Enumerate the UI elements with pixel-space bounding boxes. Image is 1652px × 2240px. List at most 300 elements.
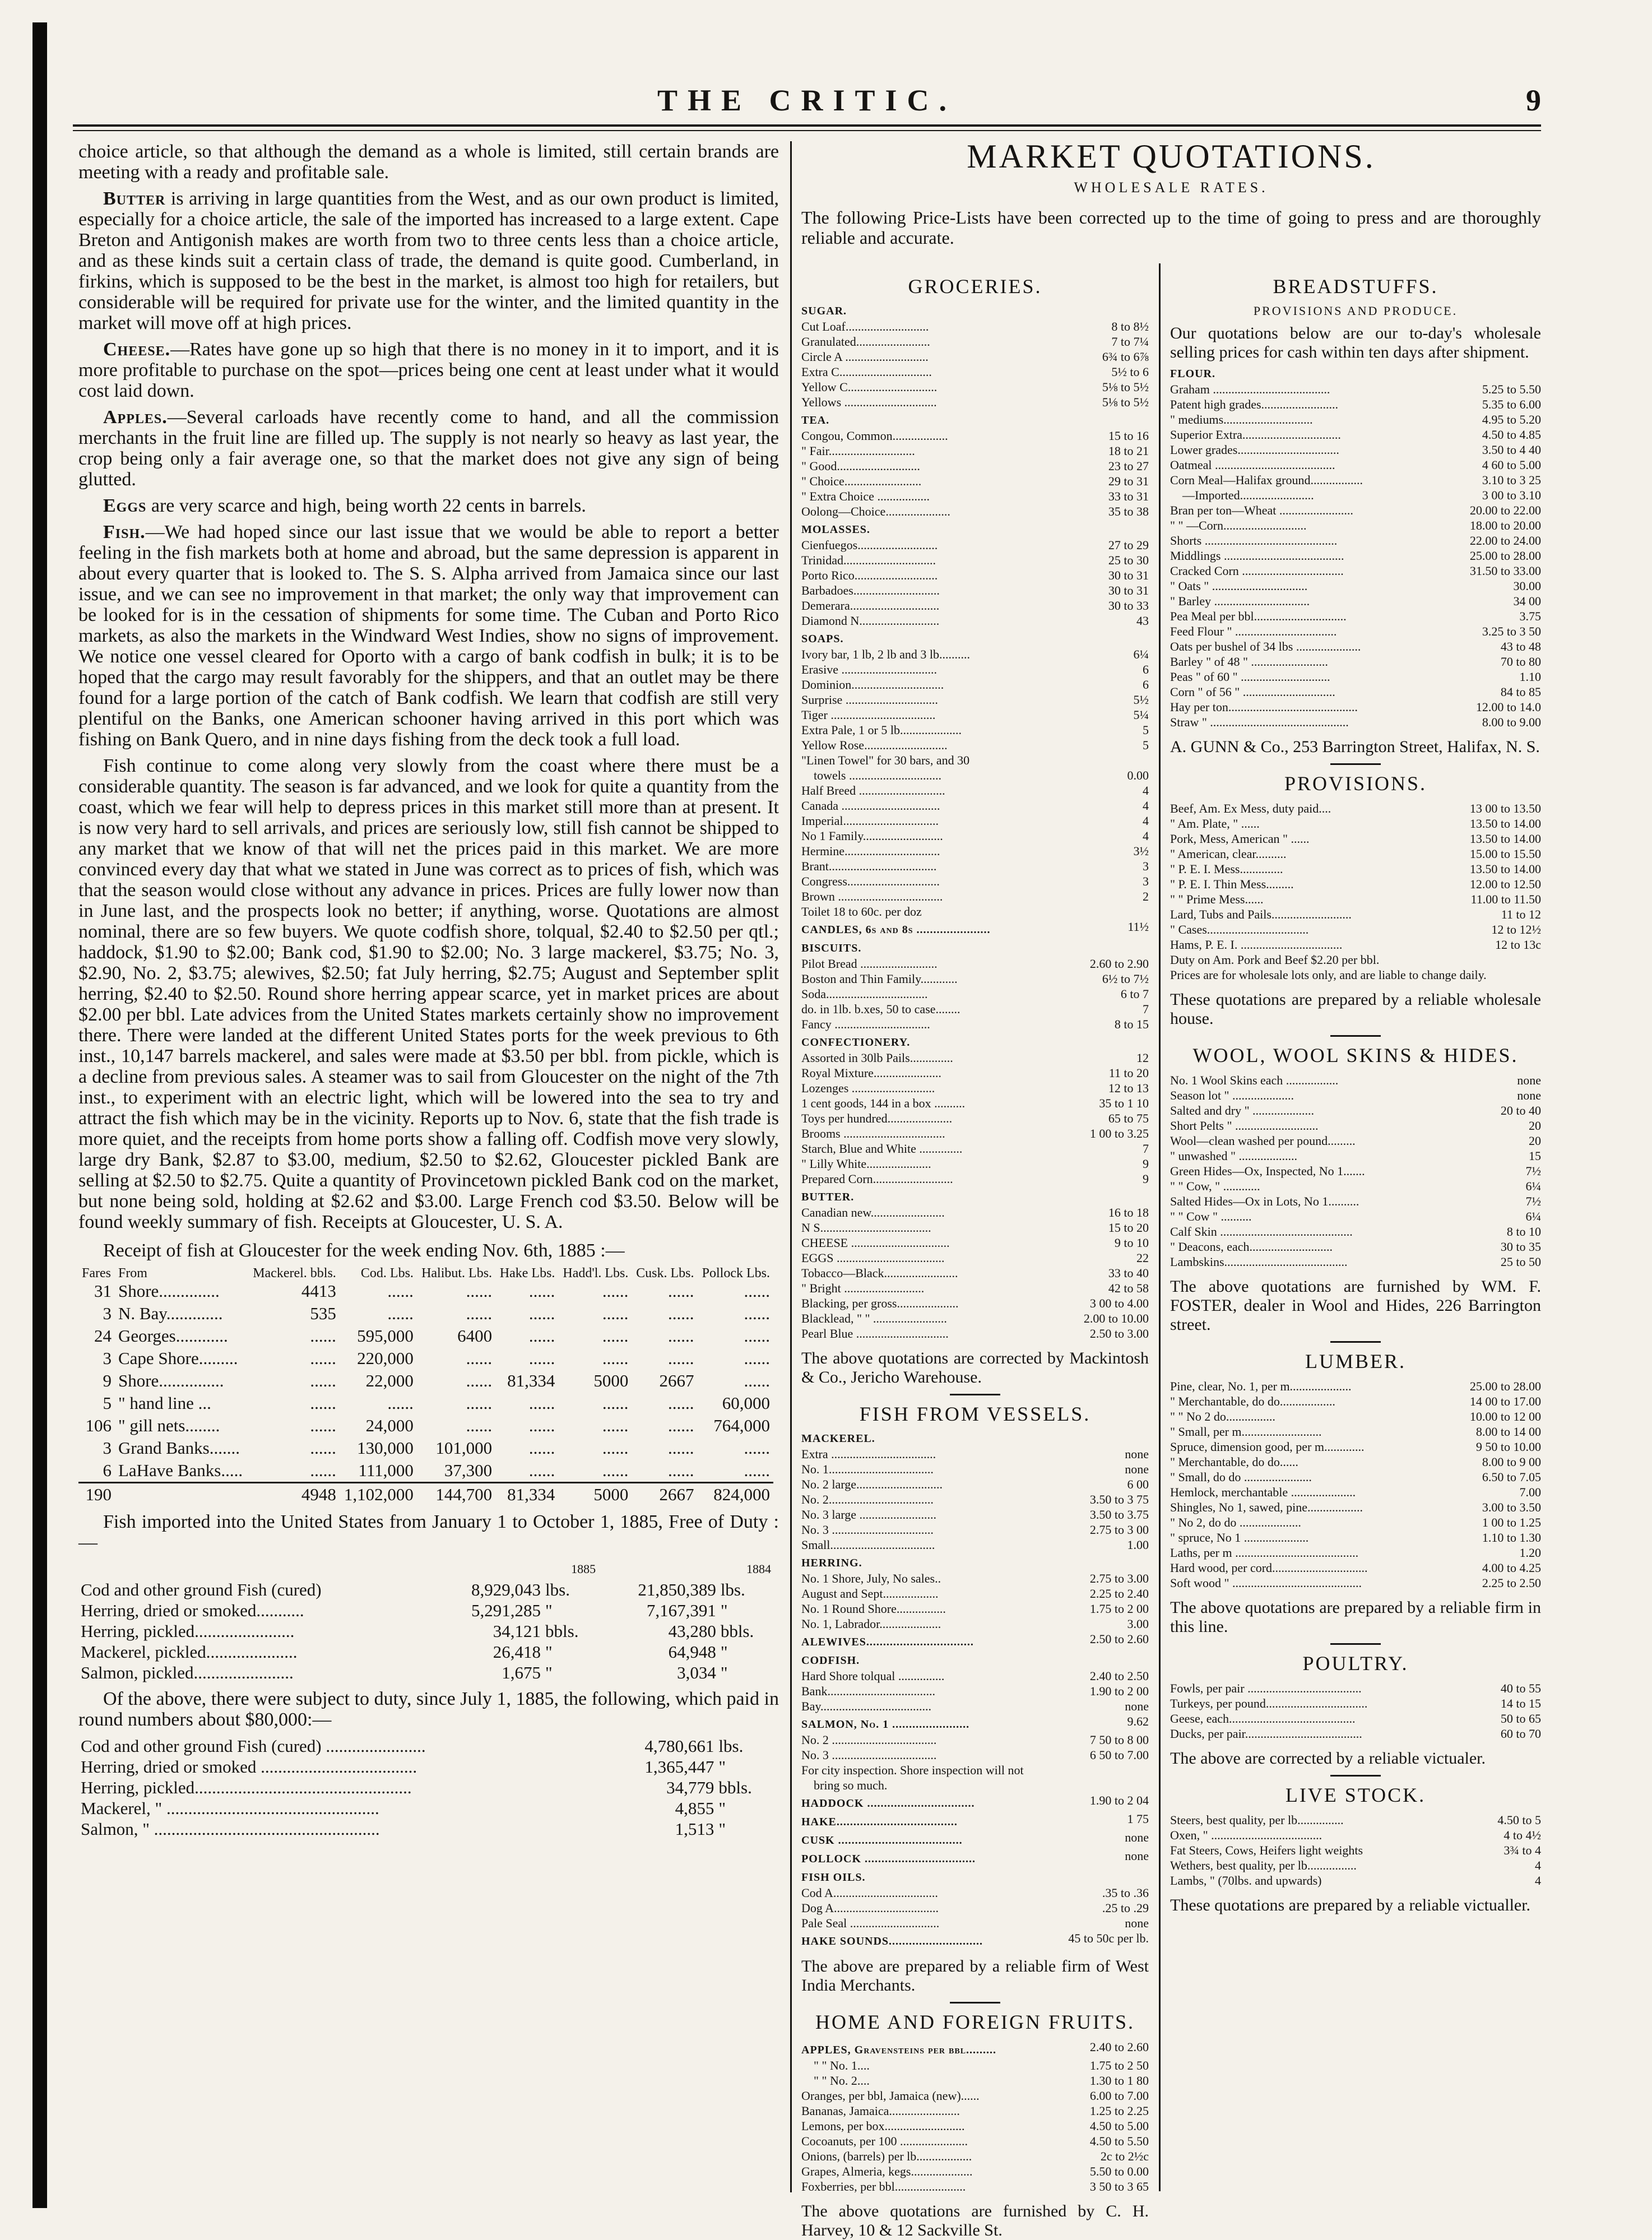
quote-row	[801, 1001, 1149, 1017]
subject-row	[78, 1756, 773, 1777]
quote-price: 30 to 31	[1108, 583, 1149, 597]
quote-price: 14 00 to 17.00	[1469, 1394, 1541, 1408]
quote-price: 4	[1143, 799, 1149, 813]
quote-item: Patent high grades.........................	[1170, 397, 1339, 411]
receipt-cell: 9	[103, 1371, 112, 1390]
quote-price: 3.50 to 4 40	[1482, 443, 1541, 457]
quote-item: SALMON, No. 1 .......................	[801, 1718, 970, 1731]
receipt-total-cell: 190	[85, 1485, 112, 1504]
quote-price: 5.50 to 0.00	[1089, 2164, 1149, 2178]
receipt-cell: ......	[466, 1304, 493, 1323]
quote-item: Lemons, per box..........................	[801, 2119, 965, 2133]
receipt-cell: " gill nets........	[118, 1416, 220, 1435]
quote-item: Straw " .............................................	[1170, 715, 1349, 729]
quote-row	[1170, 533, 1541, 548]
section-rule	[1330, 1643, 1381, 1645]
quote-item: Barley " of 48 " .........................	[1170, 655, 1328, 669]
section-rule	[1330, 763, 1381, 765]
quote-price: 2.25 to 2.50	[1482, 1576, 1541, 1590]
quote-row	[801, 443, 1149, 458]
quote-price: 60 to 70	[1500, 1727, 1541, 1741]
quote-row	[801, 1631, 1149, 1650]
receipt-cell: LaHave Banks.....	[118, 1460, 243, 1480]
imported-cell: Herring, dried or smoked...........	[81, 1600, 304, 1620]
quote-row	[1170, 1843, 1541, 1858]
receipt-cell: ......	[466, 1281, 493, 1301]
masthead-title: THE CRITIC.	[657, 84, 957, 117]
quote-price: 15	[1529, 1149, 1541, 1163]
quote-price: 9 to 10	[1114, 1236, 1149, 1250]
receipt-cell: ......	[668, 1348, 694, 1368]
receipt-total-cell: 824,000	[713, 1485, 770, 1504]
subject-cell: "	[718, 1819, 726, 1839]
receipt-cell: 535	[310, 1304, 336, 1323]
quote-price: 4 60 to 5.00	[1482, 458, 1541, 472]
receipt-cell: ......	[744, 1348, 770, 1368]
receipt-cell: 764,000	[713, 1416, 770, 1435]
receipt-row	[78, 1437, 773, 1459]
receipt-header-cell: From	[118, 1266, 147, 1281]
quote-row	[801, 1931, 1149, 1949]
quote-row	[801, 1096, 1149, 1111]
quote-item: " Barley ...............................	[1170, 594, 1310, 608]
quote-row	[1170, 624, 1541, 639]
receipt-cell: ......	[602, 1348, 629, 1368]
quote-item: " mediums.............................	[1170, 412, 1313, 426]
breadstuffs-list	[1170, 367, 1541, 730]
quote-price: 7	[1143, 1002, 1149, 1016]
receipt-cell: ......	[310, 1371, 336, 1390]
receipt-cell: ......	[744, 1371, 770, 1390]
quote-item: Graham ......................................	[1170, 382, 1330, 396]
quote-row	[1170, 639, 1541, 654]
receipt-cell: Georges............	[118, 1326, 228, 1346]
receipt-header-cell: Fares	[82, 1266, 111, 1281]
quote-row	[801, 349, 1149, 364]
quote-price: 3.25 to 3 50	[1482, 624, 1541, 638]
provisions-note: These quotations are prepared by a reliable wholesale house.	[1170, 990, 1541, 1028]
quote-price: 3.00 to 3.50	[1482, 1500, 1541, 1514]
quote-price: 25 to 50	[1500, 1255, 1541, 1269]
receipt-row	[78, 1415, 773, 1437]
receipt-cell: ......	[528, 1393, 555, 1413]
quote-row	[1170, 1133, 1541, 1148]
quote-row	[1170, 715, 1541, 730]
quote-price: 8 to 8½	[1111, 319, 1149, 333]
quote-item: No. 3 large .........................	[801, 1508, 936, 1522]
fish-text: —We had hoped since our last issue that we would be able to report a better feeling in the fish markets both at home and abroad, but the same depression is apparent in about every quarter that is looked to. The S. S. Alpha arrived from Jamaica since our last issue, and we can see no improvement in that market; the only way that improvement can be looked for is in the cessation of shipments for some time. The Cuban and Porto Rico markets, as also the markets in the Windward West Indies, show no signs of improvement. We notice one vessel cleared for Oporto with a cargo of bank codfish in bulk; it is to be hoped that the cargo may result favorably for the shippers, and that an outlet may be there found for a large portion of the catch of Bank codfish. We learn that codfish are still very plentiful on the Banks, one American schooner having arrived in this port which was fishing on Bank Quero, and in nine days fishing from the deck took a full load.	[78, 522, 779, 750]
quote-price: 27 to 29	[1108, 538, 1149, 552]
receipt-row	[78, 1280, 773, 1302]
receipt-total-cell: 81,334	[507, 1485, 555, 1504]
quote-price: 8.00 to 14 00	[1475, 1425, 1541, 1439]
receipt-cell: ......	[602, 1281, 629, 1301]
quote-price: 2.50 to 3.00	[1089, 1327, 1149, 1341]
quote-row	[801, 1311, 1149, 1326]
quote-row	[1170, 654, 1541, 669]
quote-price: 15.00 to 15.50	[1469, 847, 1541, 861]
imported-cell: 64,948	[668, 1641, 716, 1662]
quote-row	[1170, 861, 1541, 876]
cheese-heading: Cheese.	[103, 339, 171, 360]
quote-item: " Small, per m..........................	[1170, 1425, 1322, 1439]
quote-item: Bananas, Jamaica.......................	[801, 2104, 960, 2118]
quote-price: 12.00 to 12.50	[1469, 877, 1541, 891]
quote-row	[801, 956, 1149, 971]
quote-item: Bran per ton—Wheat ........................	[1170, 503, 1353, 517]
quote-row	[801, 1684, 1149, 1699]
quote-item: " Good...........................	[801, 459, 920, 473]
quote-row	[801, 768, 1149, 783]
imported-row	[78, 1621, 773, 1641]
imported-cell: "	[720, 1641, 728, 1662]
receipt-cell: " hand line ...	[118, 1393, 211, 1413]
quote-price: 84 to 85	[1500, 685, 1541, 699]
imported-cell: "	[720, 1600, 728, 1620]
receipt-cell: Shore...............	[118, 1371, 224, 1390]
quote-price: 3¾ to 4	[1503, 1843, 1541, 1857]
quote-item: Boston and Thin Family............	[801, 972, 958, 986]
imported-cell: lbs.	[545, 1579, 570, 1599]
quote-row	[801, 1830, 1149, 1848]
quote-item: August and Sept..................	[801, 1587, 939, 1601]
receipt-cell: ......	[528, 1326, 555, 1346]
quote-price: 4	[1143, 783, 1149, 797]
quote-item: Ivory bar, 1 lb, 2 lb and 3 lb..........	[801, 647, 970, 661]
quote-price: 2.60 to 2.90	[1089, 957, 1149, 971]
quote-price: 9	[1143, 1157, 1149, 1171]
receipt-row	[78, 1459, 773, 1483]
quote-row	[801, 379, 1149, 395]
quote-item: Congou, Common..................	[801, 429, 948, 443]
quote-price: 2.75 to 3.00	[1089, 1571, 1149, 1585]
quote-price: 3 00 to 3.10	[1482, 488, 1541, 502]
quote-price: 1.00	[1127, 1538, 1149, 1552]
quote-row	[801, 1156, 1149, 1171]
quote-price: 50 to 65	[1500, 1712, 1541, 1726]
quote-price: 8 to 15	[1114, 1017, 1149, 1031]
receipt-total-row	[78, 1483, 773, 1506]
quote-row	[801, 1296, 1149, 1311]
quote-item: —Imported........................	[1182, 488, 1314, 502]
subject-cell: "	[718, 1756, 726, 1777]
quote-row	[1170, 609, 1541, 624]
masthead-rule-thin	[73, 130, 1541, 131]
quote-row	[801, 598, 1149, 613]
quote-price: none	[1125, 1447, 1149, 1461]
quote-price: 2.50 to 2.60	[1089, 1632, 1149, 1646]
quote-price	[1144, 753, 1149, 768]
quote-row	[1170, 548, 1541, 563]
quote-row	[1170, 1454, 1541, 1469]
quote-category: HERRING.	[801, 1557, 862, 1569]
quote-row	[1170, 457, 1541, 472]
quote-item: No. 2 large............................	[801, 1477, 943, 1491]
quote-price: 3.00	[1127, 1617, 1149, 1631]
quote-item: Middlings .......................................	[1170, 549, 1344, 563]
quote-item: " Bright ..........................	[801, 1281, 925, 1295]
quote-price: 4	[1143, 829, 1149, 843]
quote-row	[801, 1235, 1149, 1250]
receipt-row	[78, 1392, 773, 1415]
quote-item: APPLES, Gravensteins per bbl.........	[801, 2044, 997, 2056]
quote-item: Hemlock, merchantable .....................	[1170, 1485, 1356, 1499]
imported-cell: Herring, pickled.......................	[81, 1621, 295, 1641]
subject-row	[78, 1798, 773, 1819]
quote-row	[1170, 1088, 1541, 1103]
quote-item: Yellows ..............................	[801, 395, 937, 409]
livestock-list	[1170, 1812, 1541, 1888]
quote-price: 6½ to 7½	[1102, 972, 1149, 986]
quote-price: 2	[1143, 889, 1149, 903]
quote-row	[801, 1492, 1149, 1507]
quote-price: 11 to 12	[1501, 907, 1541, 921]
quote-price: 6 50 to 7.00	[1089, 1748, 1149, 1762]
quote-price: 15 to 16	[1108, 429, 1149, 443]
quote-row	[801, 2164, 1149, 2179]
quote-row	[801, 722, 1149, 738]
quote-item: For city inspection. Shore inspection will not	[801, 1763, 1024, 1777]
quote-row	[801, 1017, 1149, 1032]
quote-item: Pilot Bread .........................	[801, 957, 938, 971]
quote-item: Cracked Corn .................................	[1170, 564, 1344, 578]
poultry-list	[1170, 1681, 1541, 1741]
quote-price: 4.50 to 4.85	[1482, 428, 1541, 442]
quote-item: No 1 Family..........................	[801, 829, 943, 843]
quote-price: 6¼	[1525, 1179, 1541, 1193]
quote-price: 6¼	[1525, 1209, 1541, 1223]
quote-price: 1.75 to 2 00	[1089, 1602, 1149, 1616]
quote-row	[801, 1811, 1149, 1830]
quote-row	[1170, 1711, 1541, 1726]
quote-price: 5½	[1133, 693, 1149, 707]
market-column-rule	[1159, 263, 1161, 2191]
quote-item: " Deacons, each...........................	[1170, 1240, 1333, 1254]
lumber-list	[1170, 1379, 1541, 1590]
quote-price: 3 50 to 3 65	[1089, 2179, 1149, 2193]
quote-row	[1170, 1560, 1541, 1575]
receipt-header-cell: Cusk. Lbs.	[636, 1266, 694, 1281]
quote-price: 4	[1535, 1858, 1541, 1872]
quote-item: Prices are for wholesale lots only, and are liable to change daily.	[1170, 968, 1487, 982]
quote-row	[801, 2039, 1149, 2058]
quote-row	[801, 364, 1149, 379]
quote-price: 42 to 58	[1108, 1281, 1149, 1295]
quote-row	[801, 613, 1149, 628]
quote-price: 2.00 to 10.00	[1083, 1311, 1149, 1325]
section-rule	[1330, 1341, 1381, 1343]
groceries-list	[801, 304, 1149, 1341]
fruits-title: HOME AND FOREIGN FRUITS.	[815, 2011, 1135, 2033]
quote-item: Bay....................................	[801, 1699, 932, 1713]
quote-price: 2.75 to 3 00	[1089, 1523, 1149, 1537]
quote-row	[1170, 1439, 1541, 1454]
receipt-cell: ......	[466, 1416, 493, 1435]
quote-item: No. 1, Labrador....................	[801, 1617, 941, 1631]
groceries-title: GROCERIES.	[908, 275, 1042, 298]
receipt-cell: ......	[528, 1460, 555, 1480]
lumber-note: The above quotations are prepared by a reliable firm in this line.	[1170, 1598, 1541, 1636]
quote-row	[1170, 1409, 1541, 1424]
quote-row	[801, 1763, 1149, 1778]
quote-row	[801, 919, 1149, 938]
quote-item: Soft wood " ..........................................	[1170, 1576, 1362, 1590]
eggs-heading: Eggs	[103, 495, 147, 516]
quote-price: 3	[1143, 859, 1149, 873]
quote-row	[801, 1714, 1149, 1732]
receipt-cell: ......	[310, 1438, 336, 1458]
receipt-cell: ......	[744, 1460, 770, 1480]
receipt-cell: ......	[602, 1326, 629, 1346]
quote-item: " Lilly White.....................	[801, 1157, 931, 1171]
quote-item: Wool—clean washed per pound.........	[1170, 1134, 1356, 1148]
quote-item: Geese, each.........................................	[1170, 1712, 1356, 1726]
quote-price: 14 to 15	[1500, 1696, 1541, 1710]
quote-row	[1170, 876, 1541, 892]
quote-price: 20	[1529, 1119, 1541, 1133]
quote-price: 13.50 to 14.00	[1469, 817, 1541, 831]
quote-row	[801, 1732, 1149, 1747]
quote-item: Oatmeal .......................................	[1170, 458, 1335, 472]
quote-price: 2.40 to 2.50	[1089, 1669, 1149, 1683]
quote-price: none	[1517, 1073, 1541, 1087]
quote-item: Fat Steers, Cows, Heifers light weights	[1170, 1843, 1363, 1857]
quote-row	[801, 1126, 1149, 1141]
subject-cell: Cod and other ground Fish (cured) .......................	[81, 1736, 426, 1756]
receipt-row	[78, 1347, 773, 1370]
section-rule	[950, 1394, 1000, 1395]
quote-row	[801, 647, 1149, 662]
receipt-cell: 60,000	[722, 1393, 770, 1413]
quote-item: Shingles, No 1, sawed, pine..................	[1170, 1500, 1363, 1514]
quote-row	[1170, 503, 1541, 518]
imported-cell: 8,929,043	[471, 1579, 541, 1599]
quote-item: Lower grades.................................	[1170, 443, 1339, 457]
quote-item: Fancy ...............................	[801, 1017, 930, 1031]
quote-item: " Extra Choice .................	[801, 489, 930, 503]
quote-price: 18.00 to 20.00	[1469, 518, 1541, 532]
subject-cell: Salmon, " ....................................................	[81, 1819, 380, 1839]
quote-price: 8 to 10	[1506, 1225, 1541, 1239]
quote-price: 9	[1143, 1172, 1149, 1186]
quote-category: SOAPS.	[801, 633, 844, 645]
quote-price: 30.00	[1513, 579, 1541, 593]
quote-row	[801, 1916, 1149, 1931]
quote-price: 4.95 to 5.20	[1482, 412, 1541, 426]
quote-item: Blacklead, " " ........................	[801, 1311, 947, 1325]
receipt-cell: ......	[310, 1393, 336, 1413]
apples-heading: Apples.	[103, 407, 168, 428]
quote-row	[801, 395, 1149, 410]
quote-item: Oranges, per bbl, Jamaica (new)......	[801, 2089, 980, 2103]
quote-price: 12.00 to 14.0	[1475, 700, 1541, 714]
receipt-cell: ......	[466, 1348, 493, 1368]
year-1885: 1885	[571, 1561, 596, 1576]
quote-price: 9 50 to 10.00	[1475, 1440, 1541, 1454]
quote-price: 4	[1535, 1873, 1541, 1887]
receipt-cell: ......	[602, 1416, 629, 1435]
quote-price: 12 to 13	[1108, 1081, 1149, 1095]
receipt-header-cell: Cod. Lbs.	[360, 1266, 414, 1281]
quote-item: Extra C..............................	[801, 365, 932, 379]
quote-price: 2c to 2½c	[1100, 2149, 1149, 2163]
receipt-cell: 31	[94, 1281, 112, 1301]
butter-text: is arriving in large quantities from the West, and as our own product is limited, especially for a choice article, the sale of the imported has increased to a large extent. Cape Breton and Antigonish makes are worth from two to three cents less than a choice article, and as these kinds suit a certain class of trade, the demand is quite good. Cumberland, in firkins, which is supposed to be the best in the market, is almost too high for retailers, but considerable will be required for private use for the winter, and the limited quantity in the market will move off at high prices.	[78, 188, 779, 333]
quote-category: CODFISH.	[801, 1654, 860, 1667]
quote-row	[801, 1080, 1149, 1096]
quote-row	[1170, 1873, 1541, 1888]
quote-row	[1170, 1163, 1541, 1179]
column-rule	[790, 141, 792, 2192]
quote-price: 6	[1143, 662, 1149, 676]
quote-row	[801, 1220, 1149, 1235]
subject-cell: 1,365,447	[644, 1756, 714, 1777]
quote-item: " Cases.................................	[1170, 922, 1309, 936]
quote-row	[801, 813, 1149, 828]
quote-price: 3.50 to 3.75	[1089, 1508, 1149, 1522]
quote-item: Extra Pale, 1 or 5 lb....................	[801, 723, 962, 737]
quote-category: TEA.	[801, 414, 830, 426]
imported-cell: 43,280	[668, 1621, 716, 1641]
quote-row	[801, 458, 1149, 474]
quote-price: none	[1517, 1088, 1541, 1102]
quote-item: " P. E. I. Mess..............	[1170, 862, 1283, 876]
quote-row	[1170, 1194, 1541, 1209]
quote-row	[1170, 1118, 1541, 1133]
receipt-cell: ......	[668, 1326, 694, 1346]
quote-row	[1170, 1394, 1541, 1409]
quote-item: Duty on Am. Pork and Beef $2.20 per bbl.	[1170, 953, 1380, 967]
quote-price: 5	[1143, 738, 1149, 752]
quote-row	[801, 859, 1149, 874]
quote-item: HAKE SOUNDS............................	[801, 1935, 983, 1947]
receipt-total-cell: 4948	[301, 1485, 336, 1504]
quote-row	[1170, 816, 1541, 831]
quote-row	[801, 2088, 1149, 2103]
quote-item: " Oats " ...............................	[1170, 579, 1308, 593]
quote-item: Salted Hides—Ox in Lots, No 1..........	[1170, 1194, 1359, 1208]
quote-item: 1 cent goods, 144 in a box ..........	[801, 1096, 966, 1110]
quote-item: " " Prime Mess......	[1170, 892, 1264, 906]
quote-item: Porto Rico...........................	[801, 568, 938, 582]
quote-row	[1170, 427, 1541, 442]
quote-item: No. 1 Wool Skins each .................	[1170, 1073, 1339, 1087]
receipt-cell: ......	[602, 1304, 629, 1323]
quote-row	[801, 1668, 1149, 1684]
quote-row	[1170, 1224, 1541, 1239]
quote-row	[1170, 699, 1541, 715]
quote-price: 45 to 50c per lb.	[1068, 1931, 1149, 1945]
quote-item: Hermine...............................	[801, 844, 940, 858]
poultry-note: The above are corrected by a reliable victualer.	[1170, 1749, 1486, 1768]
quote-row	[801, 1050, 1149, 1065]
quote-item: No. 1 Shore, July, No sales..	[801, 1571, 941, 1585]
quote-price: 33 to 40	[1108, 1266, 1149, 1280]
quote-price: 7 to 7¼	[1111, 335, 1149, 349]
quote-row	[1170, 1530, 1541, 1545]
receipt-header-cell: Pollock Lbs.	[702, 1266, 770, 1281]
quote-row	[801, 2103, 1149, 2118]
subject-cell: 1,513	[675, 1819, 714, 1839]
quote-item: Toilet 18 to 60c. per doz	[801, 905, 922, 919]
quote-item: No. 2 ..................................	[801, 1733, 937, 1747]
quote-row	[801, 334, 1149, 349]
imported-cell: "	[720, 1662, 728, 1682]
quote-row	[1170, 1179, 1541, 1194]
masthead	[73, 83, 1541, 117]
quote-price: 1.25 to 2.25	[1089, 2104, 1149, 2118]
quote-item: Hard Shore tolqual ...............	[801, 1669, 945, 1683]
